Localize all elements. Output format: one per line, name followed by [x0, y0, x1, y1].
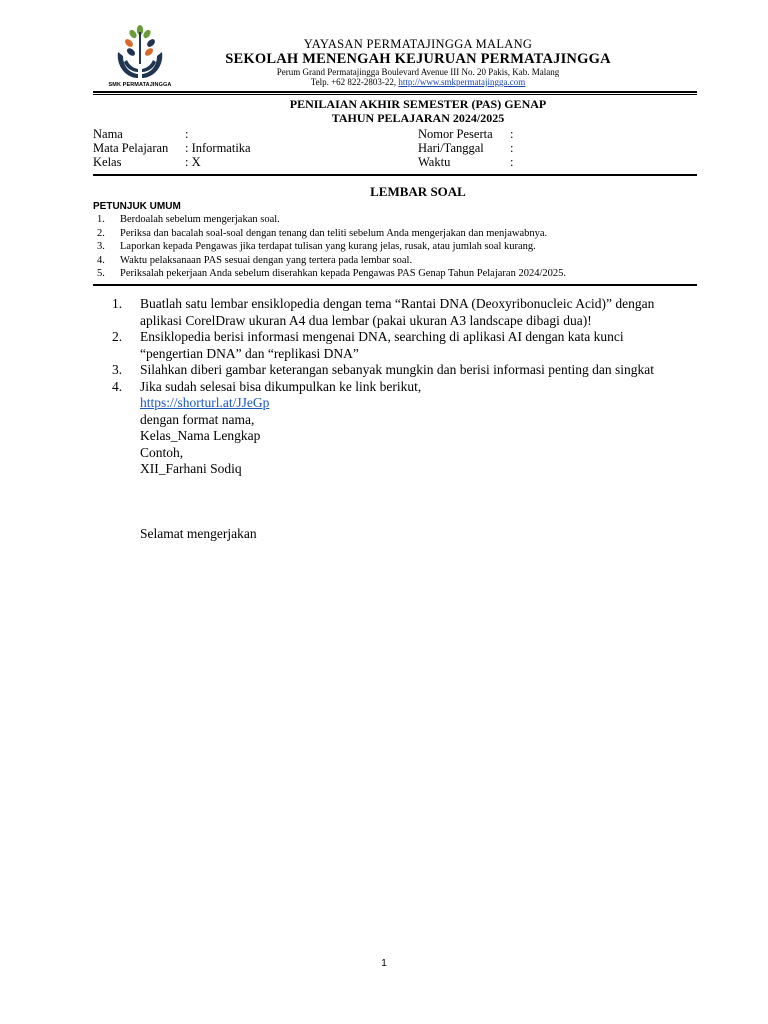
field-day-date: [418, 141, 513, 156]
field-time: [418, 155, 513, 170]
task-list: [108, 296, 768, 478]
page-number: 1: [381, 958, 387, 969]
field-label: Kelas: [93, 155, 122, 169]
field-label: Waktu: [418, 155, 451, 169]
field-value: :: [510, 141, 514, 155]
task-line: Silahkan diberi gambar keterangan sebanyak mungkin dan berisi informasi penting dan singkat: [140, 362, 654, 377]
task-text: [140, 362, 768, 379]
school-name: SEKOLAH MENENGAH KEJURUAN PERMATAJINGGA: [225, 51, 611, 67]
task-line: aplikasi CorelDraw ukuran A4 dua lembar (pakai ukuran A3 landscape dibagi dua)!: [140, 312, 592, 328]
item-text: Laporkan kepada Pengawas jika terdapat tulisan yang kurang jelas, rusak, atau jumlah soal kurang.: [120, 241, 536, 252]
section-divider: [93, 174, 697, 176]
task-number: 2.: [112, 329, 123, 344]
item-number: 3.: [97, 241, 105, 252]
sprout-icon: [124, 25, 157, 64]
task-number: 4.: [112, 378, 123, 394]
submission-link[interactable]: https://shorturl.at/JJeGp: [140, 395, 270, 410]
exam-title: PENILAIAN AKHIR SEMESTER (PAS) GENAP: [289, 97, 547, 111]
task-item: [108, 329, 768, 362]
school-contact: [196, 77, 640, 87]
field-value: :: [510, 127, 514, 141]
task-line: Ensiklopedia berisi informasi mengenai DNA, searching di aplikasi AI dengan kata kunci: [140, 329, 624, 344]
instructions-heading: PETUNJUK UMUM: [93, 201, 181, 212]
field-participant-number: [418, 127, 513, 142]
name-format: Kelas_Nama Lengkap: [140, 428, 261, 443]
instructions-divider: [93, 284, 697, 286]
format-intro: dengan format nama,: [140, 411, 255, 427]
task-number: 3.: [112, 362, 123, 377]
field-label: Nama: [93, 127, 123, 141]
task-line: Buatlah satu lembar ensiklopedia dengan tema “Rantai DNA (Deoxyribonucleic Acid)” dengan: [140, 296, 655, 311]
field-value: : X: [185, 155, 201, 169]
item-number: 2.: [97, 227, 105, 239]
field-name: [93, 127, 188, 142]
task-text: [140, 329, 768, 362]
item-text: Periksalah pekerjaan Anda sebelum diserahkan kepada Pengawas PAS Genap Tahun Pelajaran 2024/2025.: [120, 268, 566, 279]
task-text: [140, 379, 768, 478]
example-label: Contoh,: [140, 444, 184, 460]
field-label: Nomor Peserta: [418, 127, 493, 141]
task-item: [108, 379, 768, 478]
field-label: Hari/Tanggal: [418, 141, 484, 155]
field-value: :: [185, 127, 189, 141]
task-item: [108, 362, 768, 379]
task-line: Jika sudah selesai bisa dikumpulkan ke link berikut,: [140, 378, 422, 394]
field-value: :: [510, 155, 514, 169]
task-item: [108, 296, 768, 329]
task-text: [140, 296, 768, 329]
item-text: Periksa dan bacalah soal-soal dengan tenang dan teliti sebelum Anda mengerjakan dan menjawabnya.: [120, 227, 548, 239]
task-number: 1.: [112, 296, 123, 311]
closing-text: Selamat mengerjakan: [140, 526, 257, 541]
field-label: Mata Pelajaran: [93, 141, 169, 155]
letterhead-rule-thin: [93, 94, 697, 95]
list-item: [93, 267, 693, 281]
item-number: 4.: [97, 254, 105, 266]
sheet-title: LEMBAR SOAL: [370, 184, 466, 199]
field-value: : Informatika: [185, 141, 251, 155]
list-item: [93, 213, 693, 227]
list-item: [93, 240, 693, 254]
item-text: Berdoalah sebelum mengerjakan soal.: [120, 214, 280, 225]
foundation-name: YAYASAN PERMATAJINGGA MALANG: [303, 37, 533, 51]
item-text: Waktu pelaksanaan PAS sesuai dengan yang tertera pada lembar soal.: [120, 254, 413, 266]
contact-phone: Telp. +62 822-2803-22,: [310, 77, 399, 87]
field-subject: [93, 141, 251, 156]
logo-caption: SMK PERMATAJINGGA: [108, 82, 172, 88]
example-value: XII_Farhani Sodiq: [140, 461, 242, 476]
item-number: 5.: [97, 268, 105, 279]
letterhead-rule: [93, 91, 697, 93]
website-link[interactable]: http://www.smkpermatajingga.com: [398, 77, 526, 87]
task-line: “pengertian DNA” dan “replikasi DNA”: [140, 345, 359, 361]
list-item: [93, 254, 693, 268]
field-class: [93, 155, 201, 170]
school-address: Perum Grand Permatajingga Boulevard Avenue III No. 20 Pakis, Kab. Malang: [276, 67, 560, 77]
exam-year: TAHUN PELAJARAN 2024/2025: [331, 111, 505, 125]
instructions-list: [93, 213, 693, 281]
item-number: 1.: [97, 214, 105, 225]
list-item: [93, 227, 693, 241]
